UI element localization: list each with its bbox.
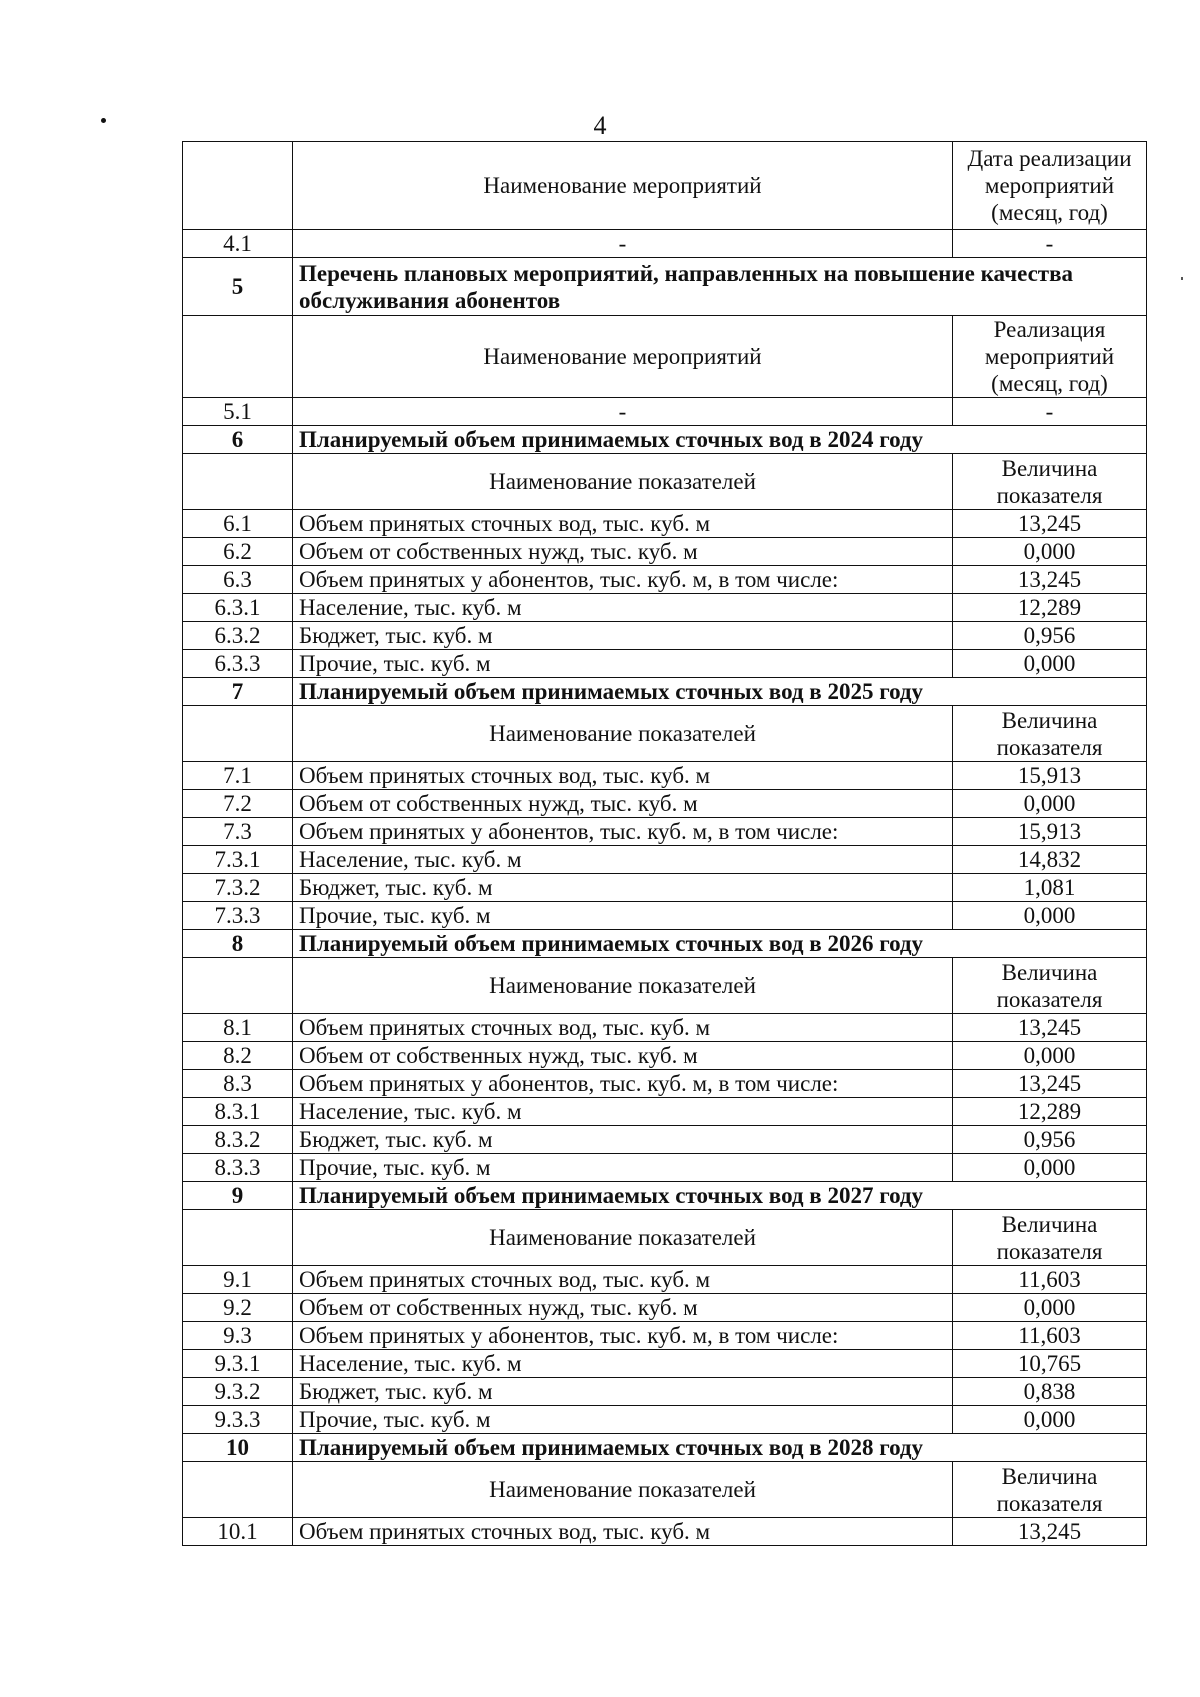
row-value: 12,289	[953, 1098, 1147, 1126]
table-row	[183, 1070, 1147, 1098]
row-name: Прочие, тыс. куб. м	[293, 1406, 953, 1434]
section-header-num-cell	[183, 454, 293, 510]
section-header-row	[183, 1210, 1147, 1266]
table-row	[183, 230, 1147, 258]
table-row	[183, 622, 1147, 650]
row-name: Прочие, тыс. куб. м	[293, 650, 953, 678]
row-number: 9.3.2	[183, 1378, 293, 1406]
section-header-row	[183, 1462, 1147, 1518]
row-value: 0,000	[953, 650, 1147, 678]
section-header-num-cell	[183, 316, 293, 398]
table-row	[183, 846, 1147, 874]
table-row	[183, 1014, 1147, 1042]
section-header-name: Наименование показателей	[293, 1462, 953, 1518]
row-name: -	[293, 230, 953, 258]
row-value: 0,000	[953, 1294, 1147, 1322]
table-row	[183, 1322, 1147, 1350]
row-number: 8.3.3	[183, 1154, 293, 1182]
row-name: Объем от собственных нужд, тыс. куб. м	[293, 1042, 953, 1070]
row-number: 6.1	[183, 510, 293, 538]
row-name: Объем от собственных нужд, тыс. куб. м	[293, 790, 953, 818]
row-number: 7.3	[183, 818, 293, 846]
section-header-value: Реализация мероприятий (месяц, год)	[953, 316, 1147, 398]
row-number: 9.3.3	[183, 1406, 293, 1434]
row-number: 6.3.2	[183, 622, 293, 650]
row-number: 8.3	[183, 1070, 293, 1098]
table-row	[183, 538, 1147, 566]
row-number: 4.1	[183, 230, 293, 258]
row-number: 7.2	[183, 790, 293, 818]
row-name: Объем принятых сточных вод, тыс. куб. м	[293, 1266, 953, 1294]
table-row	[183, 1294, 1147, 1322]
row-number: 7.3.1	[183, 846, 293, 874]
row-number: 8.1	[183, 1014, 293, 1042]
row-number: 8.3.1	[183, 1098, 293, 1126]
row-value: 0,000	[953, 902, 1147, 930]
row-value: 13,245	[953, 566, 1147, 594]
section-header-value: Величина показателя	[953, 1210, 1147, 1266]
row-name: Объем принятых сточных вод, тыс. куб. м	[293, 510, 953, 538]
page-number: 4	[593, 111, 607, 140]
header-date-cell: Дата реализации мероприятий (месяц, год)	[953, 142, 1147, 230]
table-row	[183, 902, 1147, 930]
row-number: 7.3.2	[183, 874, 293, 902]
row-name: Объем принятых у абонентов, тыс. куб. м, в том числе:	[293, 1322, 953, 1350]
row-value: 0,000	[953, 1154, 1147, 1182]
row-value: 13,245	[953, 1070, 1147, 1098]
row-name: Бюджет, тыс. куб. м	[293, 874, 953, 902]
section-header-name: Наименование показателей	[293, 706, 953, 762]
table-row	[183, 762, 1147, 790]
row-value: 15,913	[953, 818, 1147, 846]
section-number: 6	[183, 426, 293, 454]
row-name: Объем принятых сточных вод, тыс. куб. м	[293, 762, 953, 790]
row-value: 0,838	[953, 1378, 1147, 1406]
section-header-value: Величина показателя	[953, 958, 1147, 1014]
section-header-name: Наименование показателей	[293, 1210, 953, 1266]
row-name: Население, тыс. куб. м	[293, 846, 953, 874]
row-name: Объем принятых сточных вод, тыс. куб. м	[293, 1014, 953, 1042]
row-number: 8.2	[183, 1042, 293, 1070]
section-header-name: Наименование показателей	[293, 958, 953, 1014]
row-value: 0,000	[953, 1042, 1147, 1070]
row-number: 7.3.3	[183, 902, 293, 930]
section-number: 7	[183, 678, 293, 706]
scan-speck-mark	[1181, 277, 1183, 280]
table-row	[183, 510, 1147, 538]
row-number: 9.3.1	[183, 1350, 293, 1378]
row-name: Население, тыс. куб. м	[293, 594, 953, 622]
section-header-row	[183, 706, 1147, 762]
section-header-num-cell	[183, 958, 293, 1014]
table-row	[183, 1098, 1147, 1126]
section-title: Планируемый объем принимаемых сточных вод в 2027 году	[293, 1182, 1147, 1210]
section-title: Планируемый объем принимаемых сточных вод в 2028 году	[293, 1434, 1147, 1462]
section-number: 5	[183, 258, 293, 316]
row-number: 9.1	[183, 1266, 293, 1294]
table-row	[183, 1378, 1147, 1406]
section-header-name: Наименование мероприятий	[293, 316, 953, 398]
section-title-row	[183, 258, 1147, 316]
row-number: 6.3.3	[183, 650, 293, 678]
row-number: 6.3	[183, 566, 293, 594]
row-number: 9.3	[183, 1322, 293, 1350]
section-title: Перечень плановых мероприятий, направленных на повышение качества обслуживания абонентов	[293, 258, 1147, 316]
section-header-value: Величина показателя	[953, 1462, 1147, 1518]
row-value: 13,245	[953, 1518, 1147, 1546]
row-name: Прочие, тыс. куб. м	[293, 902, 953, 930]
table-header-row	[183, 142, 1147, 230]
row-name: Объем от собственных нужд, тыс. куб. м	[293, 1294, 953, 1322]
row-name: Объем принятых у абонентов, тыс. куб. м, в том числе:	[293, 818, 953, 846]
row-name: -	[293, 398, 953, 426]
table-row	[183, 1266, 1147, 1294]
row-number: 7.1	[183, 762, 293, 790]
row-number: 9.2	[183, 1294, 293, 1322]
table-row	[183, 874, 1147, 902]
table-row	[183, 398, 1147, 426]
section-header-num-cell	[183, 706, 293, 762]
row-value: 15,913	[953, 762, 1147, 790]
row-value: 14,832	[953, 846, 1147, 874]
section-title-row	[183, 1434, 1147, 1462]
row-number: 8.3.2	[183, 1126, 293, 1154]
section-header-row	[183, 316, 1147, 398]
section-title-row	[183, 1182, 1147, 1210]
row-name: Объем от собственных нужд, тыс. куб. м	[293, 538, 953, 566]
row-value: 0,000	[953, 790, 1147, 818]
row-name: Объем принятых у абонентов, тыс. куб. м, в том числе:	[293, 566, 953, 594]
section-header-num-cell	[183, 1210, 293, 1266]
table-row	[183, 1350, 1147, 1378]
measures-table	[182, 141, 1147, 1546]
row-number: 10.1	[183, 1518, 293, 1546]
table-row	[183, 566, 1147, 594]
table-row	[183, 1518, 1147, 1546]
row-value: 0,956	[953, 1126, 1147, 1154]
section-header-row	[183, 958, 1147, 1014]
row-value: 12,289	[953, 594, 1147, 622]
row-number: 6.3.1	[183, 594, 293, 622]
header-name-cell: Наименование мероприятий	[293, 142, 953, 230]
row-name: Население, тыс. куб. м	[293, 1350, 953, 1378]
section-title: Планируемый объем принимаемых сточных вод в 2025 году	[293, 678, 1147, 706]
row-value: 13,245	[953, 1014, 1147, 1042]
section-title-row	[183, 678, 1147, 706]
row-value: 0,000	[953, 1406, 1147, 1434]
section-number: 9	[183, 1182, 293, 1210]
row-name: Бюджет, тыс. куб. м	[293, 622, 953, 650]
section-header-row	[183, 454, 1147, 510]
row-value: 0,000	[953, 538, 1147, 566]
row-value: 1,081	[953, 874, 1147, 902]
row-name: Население, тыс. куб. м	[293, 1098, 953, 1126]
row-value: -	[953, 398, 1147, 426]
table-row	[183, 1042, 1147, 1070]
section-number: 8	[183, 930, 293, 958]
row-value: 13,245	[953, 510, 1147, 538]
section-number: 10	[183, 1434, 293, 1462]
row-name: Объем принятых сточных вод, тыс. куб. м	[293, 1518, 953, 1546]
section-header-value: Величина показателя	[953, 454, 1147, 510]
row-name: Прочие, тыс. куб. м	[293, 1154, 953, 1182]
section-title: Планируемый объем принимаемых сточных вод в 2026 году	[293, 930, 1147, 958]
table-row	[183, 594, 1147, 622]
table-row	[183, 1126, 1147, 1154]
header-num-cell	[183, 142, 293, 230]
section-header-num-cell	[183, 1462, 293, 1518]
row-number: 6.2	[183, 538, 293, 566]
table-row	[183, 1154, 1147, 1182]
table-row	[183, 790, 1147, 818]
row-number: 5.1	[183, 398, 293, 426]
section-title: Планируемый объем принимаемых сточных вод в 2024 году	[293, 426, 1147, 454]
table-row	[183, 650, 1147, 678]
row-value: 10,765	[953, 1350, 1147, 1378]
section-header-name: Наименование показателей	[293, 454, 953, 510]
section-title-row	[183, 426, 1147, 454]
row-name: Объем принятых у абонентов, тыс. куб. м, в том числе:	[293, 1070, 953, 1098]
row-value: 11,603	[953, 1266, 1147, 1294]
section-title-row	[183, 930, 1147, 958]
table-row	[183, 818, 1147, 846]
row-name: Бюджет, тыс. куб. м	[293, 1378, 953, 1406]
table-row	[183, 1406, 1147, 1434]
row-value: 0,956	[953, 622, 1147, 650]
section-header-value: Величина показателя	[953, 706, 1147, 762]
row-value: 11,603	[953, 1322, 1147, 1350]
row-value: -	[953, 230, 1147, 258]
row-name: Бюджет, тыс. куб. м	[293, 1126, 953, 1154]
